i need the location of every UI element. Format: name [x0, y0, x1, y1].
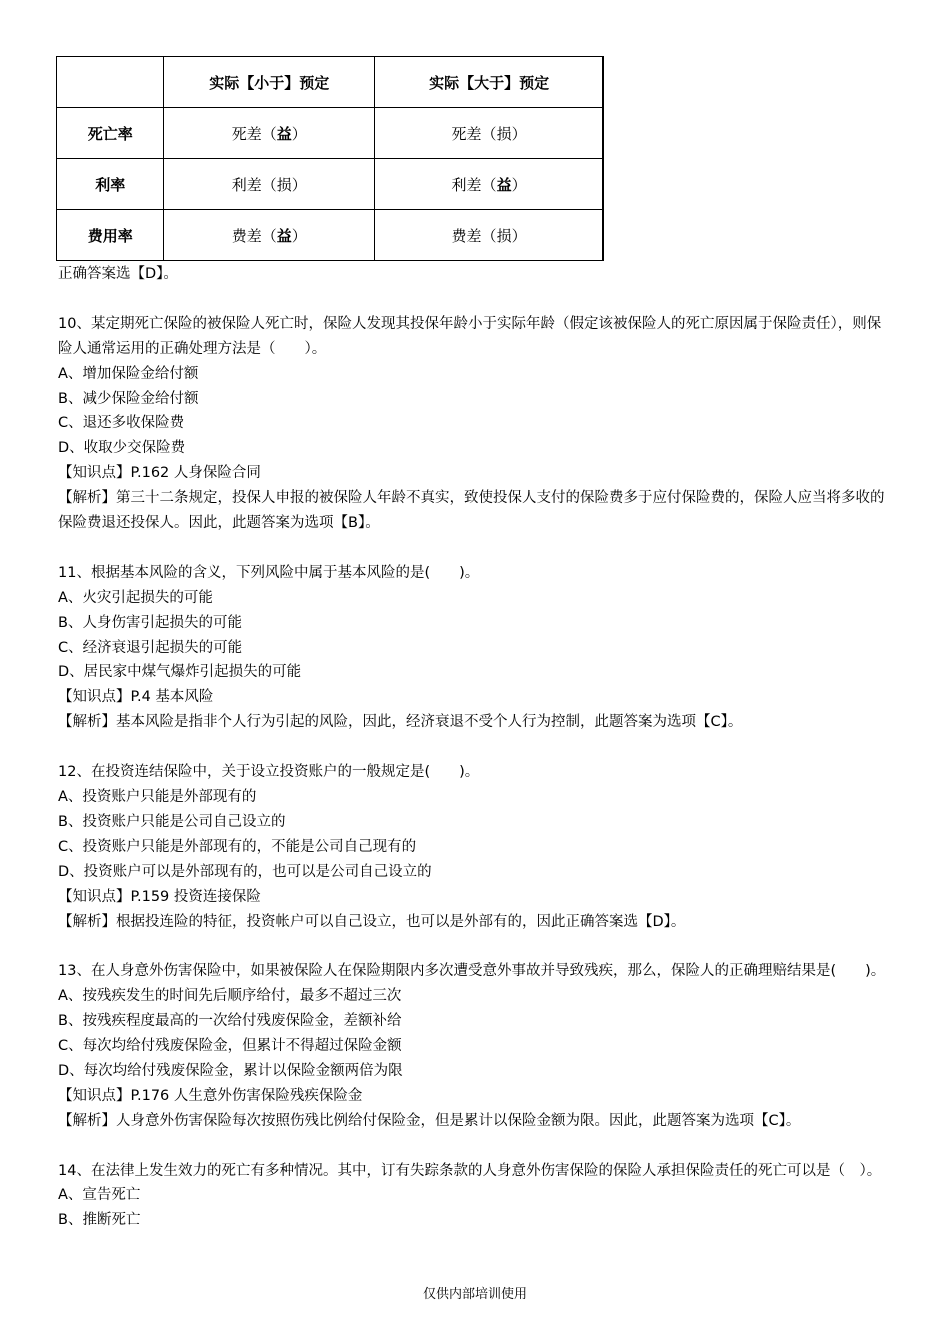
- table-cell: 死差（益）: [164, 108, 375, 159]
- table-cell: 费差（益）: [164, 210, 375, 261]
- table-header-cell: 实际【大于】预定: [375, 57, 604, 108]
- table-header-row: [57, 57, 604, 108]
- option-d: D、每次均给付残废保险金，累计以保险金额两倍为限: [58, 1062, 403, 1079]
- table-cell: 利差（损）: [164, 159, 375, 210]
- table-right-border: [602, 56, 604, 261]
- question-stem: 11、根据基本风险的含义，下列风险中属于基本风险的是( )。: [58, 564, 480, 581]
- table-row: [57, 159, 604, 210]
- option-b: B、减少保险金给付额: [58, 390, 199, 407]
- option-a: A、宣告死亡: [58, 1187, 141, 1204]
- table-cell: 死差（损）: [375, 108, 604, 159]
- option-c: C、经济衰退引起损失的可能: [58, 639, 243, 656]
- option-b: B、投资账户只能是公司自己设立的: [58, 813, 286, 830]
- option-d: D、投资账户可以是外部现有的，也可以是公司自己设立的: [58, 863, 432, 880]
- knowledge-point: 【知识点】P.176 人生意外伤害保险残疾保险金: [58, 1087, 363, 1104]
- comparison-table-wrap: [56, 56, 604, 261]
- question-stem: 12、在投资连结保险中，关于设立投资账户的一般规定是( )。: [58, 764, 480, 781]
- option-a: A、投资账户只能是外部现有的: [58, 788, 257, 805]
- table-cell: 利差（益）: [375, 159, 604, 210]
- option-b: B、推断死亡: [58, 1212, 141, 1229]
- table-header-cell: [57, 57, 164, 108]
- question-stem: 10、某定期死亡保险的被保险人死亡时，保险人发现其投保年龄小于实际年龄（假定该被保险人的死亡原因属于保险责任），则保险人通常运用的正确处理方法是（ ）。: [58, 315, 882, 357]
- table-cell: 费差（损）: [375, 210, 604, 261]
- option-b: B、按残疾程度最高的一次给付残废保险金，差额补给: [58, 1013, 402, 1030]
- option-d: D、收取少交保险费: [58, 440, 186, 457]
- row-label: 费用率: [57, 210, 164, 261]
- option-a: A、增加保险金给付额: [58, 365, 199, 382]
- option-a: A、火灾引起损失的可能: [58, 589, 213, 606]
- option-d: D、居民家中煤气爆炸引起损失的可能: [58, 664, 302, 681]
- answer-line: 正确答案选【D】。: [58, 266, 178, 282]
- page-footer: 仅供内部培训使用: [422, 1287, 527, 1302]
- analysis: 【解析】基本风险是指非个人行为引起的风险，因此，经济衰退不受个人行为控制，此题答案为选项【C】。: [58, 714, 743, 731]
- knowledge-point: 【知识点】P.159 投资连接保险: [58, 888, 261, 905]
- question-stem: 14、在法律上发生效力的死亡有多种情况。其中，订有失踪条款的人身意外伤害保险的保险人承担保险责任的死亡可以是（ ）。: [58, 1162, 882, 1179]
- analysis: 【解析】第三十二条规定，投保人申报的被保险人年龄不真实，致使投保人支付的保险费多于应付保险费的，保险人应当将多收的保险费退还投保人。因此，此题答案为选项【B】。: [58, 490, 885, 532]
- option-a: A、按残疾发生的时间先后顺序给付，最多不超过三次: [58, 988, 402, 1005]
- option-c: C、每次均给付残废保险金，但累计不得超过保险金额: [58, 1038, 402, 1055]
- table-row: [57, 108, 604, 159]
- option-c: C、退还多收保险费: [58, 415, 185, 432]
- table-row: [57, 210, 604, 261]
- analysis: 【解析】人身意外伤害保险每次按照伤残比例给付保险金，但是累计以保险金额为限。因此，此题答案为选项【C】。: [58, 1112, 801, 1129]
- document-body: [58, 262, 894, 1233]
- option-c: C、投资账户只能是外部现有的，不能是公司自己现有的: [58, 838, 417, 855]
- question-stem: 13、在人身意外伤害保险中，如果被保险人在保险期限内多次遭受意外事故并导致残疾，那么，保险人的正确理赔结果是( )。: [58, 963, 886, 980]
- row-label: 利率: [57, 159, 164, 210]
- knowledge-point: 【知识点】P.4 基本风险: [58, 689, 214, 706]
- comparison-table: [56, 56, 604, 261]
- knowledge-point: 【知识点】P.162 人身保险合同: [58, 465, 261, 482]
- analysis: 【解析】根据投连险的特征，投资帐户可以自己设立，也可以是外部有的，因此正确答案选【D】。: [58, 913, 686, 930]
- option-b: B、人身伤害引起损失的可能: [58, 614, 242, 631]
- row-label: 死亡率: [57, 108, 164, 159]
- table-header-cell: 实际【小于】预定: [164, 57, 375, 108]
